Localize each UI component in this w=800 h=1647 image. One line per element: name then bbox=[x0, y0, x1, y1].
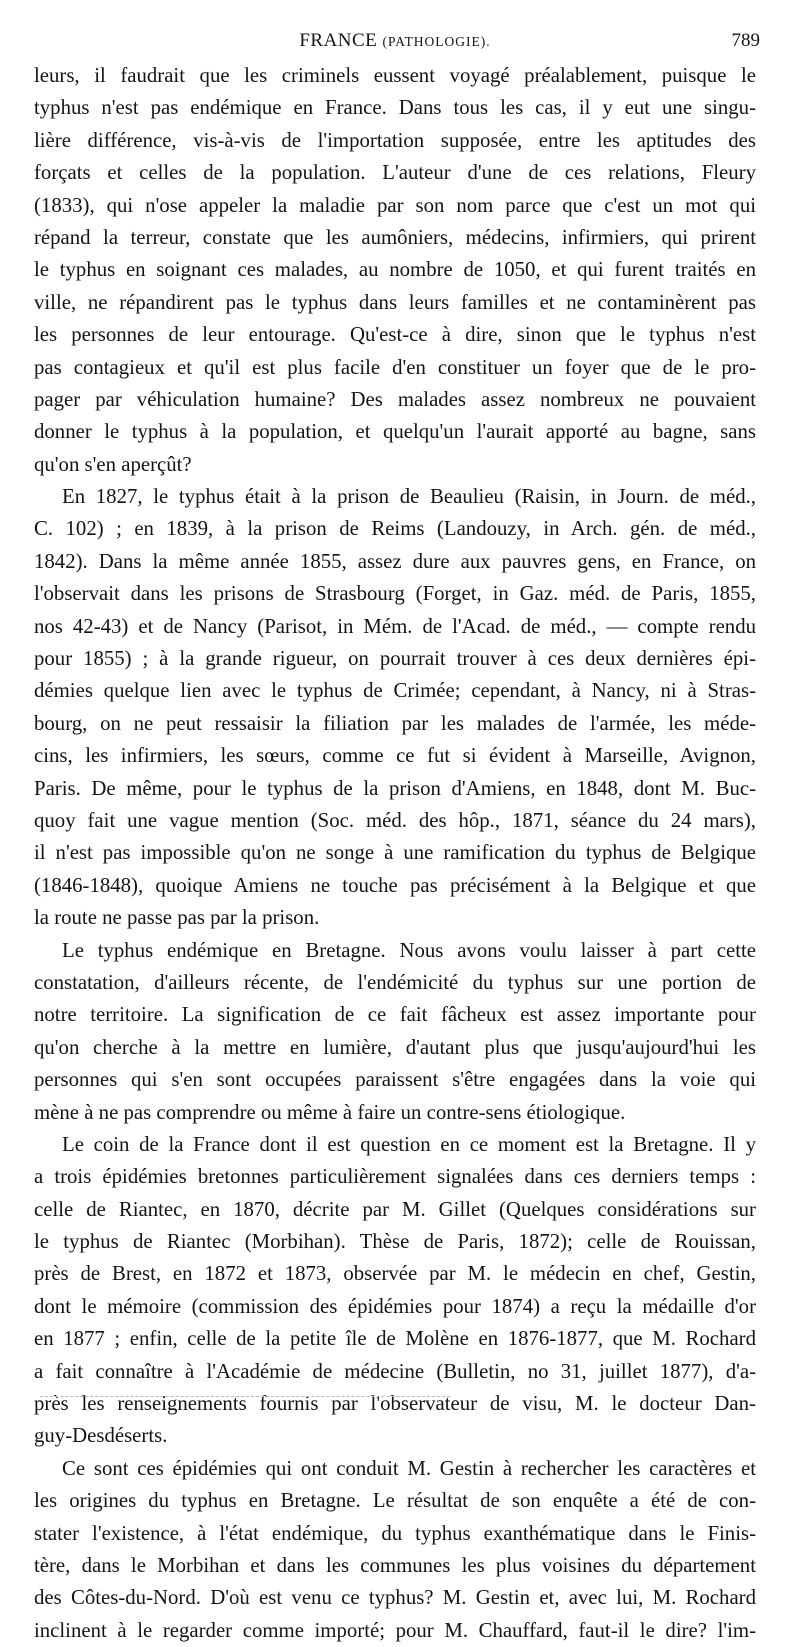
text-line: cins, les infirmiers, les sœurs, comme ce fut si évident à Marseille, Avignon, bbox=[34, 744, 756, 768]
text-line: il n'est pas impossible qu'on ne songe à une ramification du typhus de Belgique bbox=[34, 841, 756, 865]
text-line: le typhus en soignant ces malades, au nombre de 1050, et qui furent traités en bbox=[34, 258, 756, 282]
text-line: stater l'existence, à l'état endémique, du typhus exanthématique dans le Finis- bbox=[34, 1521, 756, 1545]
text-line: Paris. De même, pour le typhus de la prison d'Amiens, en 1848, dont M. Buc- bbox=[34, 776, 756, 800]
text-line: répand la terreur, constate que les aumôniers, médecins, infirmiers, qui prirent bbox=[34, 225, 756, 249]
body-text bbox=[34, 60, 756, 1647]
text-line: leurs, il faudrait que les criminels eussent voyagé préalablement, puisque le bbox=[34, 64, 756, 87]
footer-divider bbox=[40, 1396, 450, 1397]
text-line: le typhus de Riantec (Morbihan). Thèse de Paris, 1872); celle de Rouissan, bbox=[34, 1230, 756, 1254]
text-line: En 1827, le typhus était à la prison de Beaulieu (Raisin, in Journ. de méd., bbox=[62, 485, 756, 509]
text-line: pager par véhiculation humaine? Des malades assez nombreux ne pouvaient bbox=[34, 387, 756, 411]
text-line: ville, ne répandirent pas le typhus dans leurs familles et ne contaminèrent pas bbox=[34, 290, 756, 314]
text-line: des Côtes-du-Nord. D'où est venu ce typhus? M. Gestin et, avec lui, M. Rochard bbox=[34, 1586, 756, 1610]
text-line: guy-Desdéserts. bbox=[34, 1424, 168, 1448]
text-line: pas contagieux et qu'il est plus facile d'en constituer un foyer que de le pro- bbox=[34, 355, 756, 379]
running-head bbox=[30, 30, 760, 56]
text-line: dont le mémoire (commission des épidémies pour 1874) a reçu la médaille d'or bbox=[34, 1294, 756, 1318]
text-line: mène à ne pas comprendre ou même à faire un contre-sens étiologique. bbox=[34, 1100, 626, 1124]
text-line: a fait connaître à l'Académie de médecine (Bulletin, no 31, juillet 1877), d'a- bbox=[34, 1359, 756, 1383]
running-title bbox=[30, 30, 760, 52]
text-line: près les renseignements fournis par l'observateur de visu, M. le docteur Dan- bbox=[34, 1392, 756, 1416]
text-line: les personnes de leur entourage. Qu'est-ce à dire, sinon que le typhus n'est bbox=[34, 323, 756, 347]
text-line: Le typhus endémique en Bretagne. Nous avons voulu laisser à part cette bbox=[62, 938, 756, 962]
header-subtitle: (PATHOLOGIE). bbox=[382, 34, 491, 49]
text-line: l'observait dans les prisons de Strasbourg (Forget, in Gaz. méd. de Paris, 1855, bbox=[34, 582, 756, 606]
text-line: qu'on cherche à la mettre en lumière, d'autant plus que jusqu'aujourd'hui les bbox=[34, 1035, 756, 1059]
text-line: pour 1855) ; à la grande rigueur, on pourrait trouver à ces deux dernières épi- bbox=[34, 647, 756, 671]
text-line: C. 102) ; en 1839, à la prison de Reims (Landouzy, in Arch. gén. de méd., bbox=[34, 517, 756, 541]
header-title: FRANCE bbox=[299, 30, 378, 51]
text-line: (1833), qui n'ose appeler la maladie par son nom parce que c'est un mot qui bbox=[34, 193, 756, 217]
text-line: Ce sont ces épidémies qui ont conduit M. Gestin à rechercher les caractères et bbox=[62, 1456, 756, 1480]
text-line: (1846-1848), quoique Amiens ne touche pas précisément à la Belgique et que bbox=[34, 873, 756, 897]
text-line: nos 42-43) et de Nancy (Parisot, in Mém. de l'Acad. de méd., — compte rendu bbox=[34, 614, 756, 638]
text-line: qu'on s'en aperçût? bbox=[34, 452, 192, 476]
text-line: Le coin de la France dont il est question en ce moment est la Bretagne. Il y bbox=[62, 1132, 756, 1156]
text-line: donner le typhus à la population, et quelqu'un l'aurait apporté au bagne, sans bbox=[34, 420, 756, 444]
text-line: la route ne passe pas par la prison. bbox=[34, 906, 320, 930]
text-line: inclinent à le regarder comme importé; pour M. Chauffard, faut-il le dire? l'im- bbox=[34, 1618, 756, 1642]
text-line: quoy fait une vague mention (Soc. méd. des hôp., 1871, séance du 24 mars), bbox=[34, 808, 756, 832]
text-line: a trois épidémies bretonnes particulièrement signalées dans ces derniers temps : bbox=[34, 1165, 756, 1189]
text-line: forçats et celles de la population. L'auteur d'une de ces relations, Fleury bbox=[34, 161, 756, 185]
text-line: près de Brest, en 1872 et 1873, observée par M. le médecin en chef, Gestin, bbox=[34, 1262, 756, 1286]
text-line: en 1877 ; enfin, celle de la petite île de Molène en 1876-1877, que M. Rochard bbox=[34, 1327, 756, 1351]
text-line: celle de Riantec, en 1870, décrite par M. Gillet (Quelques considérations sur bbox=[34, 1197, 756, 1221]
page-number: 789 bbox=[731, 30, 760, 51]
text-line: démies quelque lien avec le typhus de Crimée; cependant, à Nancy, ni à Stras- bbox=[34, 679, 756, 703]
text-line: constatation, d'ailleurs récente, de l'endémicité du typhus sur une portion de bbox=[34, 970, 756, 994]
text-line: typhus n'est pas endémique en France. Dans tous les cas, il y eut une singu- bbox=[34, 96, 756, 120]
text-line: personnes qui s'en sont occupées paraissent s'être engagées dans la voie qui bbox=[34, 1068, 756, 1092]
text-line: lière différence, vis-à-vis de l'importation supposée, entre les aptitudes des bbox=[34, 128, 756, 152]
text-line: notre territoire. La signification de ce fait fâcheux est assez importante pour bbox=[34, 1003, 756, 1027]
text-line: bourg, on ne peut ressaisir la filiation par les malades de l'armée, les méde- bbox=[34, 711, 756, 735]
text-line: 1842). Dans la même année 1855, assez dure aux pauvres gens, en France, on bbox=[34, 549, 756, 573]
text-line: tère, dans le Morbihan et dans les communes les plus voisines du département bbox=[34, 1553, 756, 1577]
text-line: les origines du typhus en Bretagne. Le résultat de son enquête a été de con- bbox=[34, 1489, 756, 1513]
